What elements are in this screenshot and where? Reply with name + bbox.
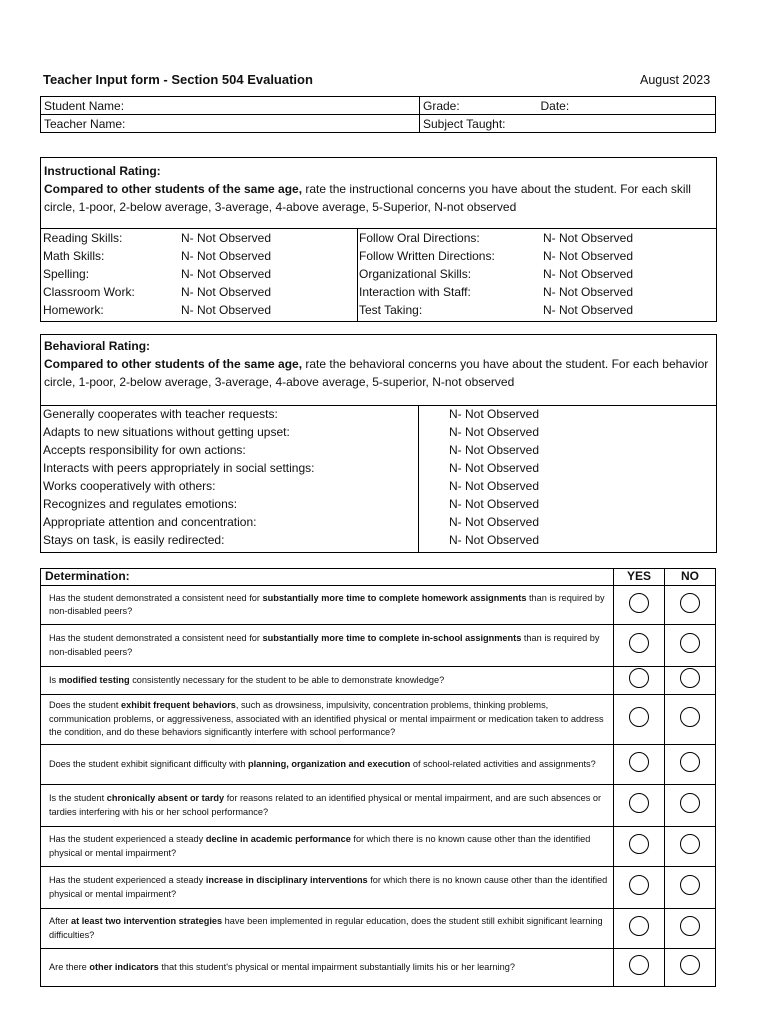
instructional-heading: Instructional Rating: [44,164,161,178]
yes-cell [614,695,665,745]
yes-radio[interactable] [629,707,649,727]
determination-row [41,625,716,667]
determination-question [41,909,614,949]
rating-value-select[interactable]: N- Not Observed [449,461,540,475]
instructional-left-grid [40,229,359,319]
rating-value-select[interactable]: N- Not Observed [543,249,634,263]
grade-label: Grade: [423,98,460,113]
rating-value-select[interactable]: N- Not Observed [181,231,272,245]
question-text: for which there is no known cause other than the identified physical or mental impairment? [49,875,608,899]
instructional-lead-rest: rate the instructional concerns you have about the student. For each skill circle, 1-poor, 2-below average, 3-average, 4-above average, 5-Superior, N-not observed [44,182,691,214]
no-cell [665,909,716,949]
determination-question [41,625,614,667]
determination-row [41,949,716,987]
rating-row [40,265,359,283]
rating-value-select[interactable]: N- Not Observed [449,533,540,547]
rating-row [40,513,712,531]
rating-label: Works cooperatively with others: [43,479,216,493]
behavioral-grid [40,405,712,549]
determination-question [41,667,614,695]
no-cell [665,586,716,625]
determination-question [41,586,614,625]
question-text: for reasons related to an identified physical or mental impairment, and are such absences or tardies interfering with his or her school performance? [49,793,602,817]
form-title: Teacher Input form - Section 504 Evaluation [43,72,313,87]
rating-label: Spelling: [43,267,90,281]
rating-row [40,247,359,265]
rating-label: Math Skills: [43,249,105,263]
no-cell [665,745,716,785]
rating-row [40,477,712,495]
yes-radio[interactable] [629,593,649,613]
no-radio[interactable] [680,955,700,975]
no-cell [665,625,716,667]
grade-date-field[interactable] [420,97,716,115]
no-radio[interactable] [680,593,700,613]
student-name-field[interactable] [41,97,420,115]
rating-value-select[interactable]: N- Not Observed [543,267,634,281]
rating-label: Homework: [43,303,104,317]
no-cell [665,949,716,987]
yes-radio[interactable] [629,834,649,854]
rating-row [40,441,712,459]
rating-row [356,265,721,283]
question-text: Has the student experienced a steady [49,875,206,885]
no-radio[interactable] [680,668,700,688]
rating-label: Accepts responsibility for own actions: [43,443,246,457]
yes-cell [614,785,665,827]
determination-row [41,667,716,695]
instructional-lead-bold: Compared to other students of the same age, [44,182,303,196]
behavioral-lead-rest: rate the behavioral concerns you have about the student. For each behavior circle, 1-poor, 2-below average, 3-average, 4-above average, 5-superior, N-not observed [44,357,709,389]
rating-value-select[interactable]: N- Not Observed [543,231,634,245]
no-radio[interactable] [680,707,700,727]
rating-label: Stays on task, is easily redirected: [43,533,225,547]
question-text: that this student's physical or mental impairment substantially limits his or her learning? [158,961,515,972]
no-radio[interactable] [680,752,700,772]
question-text: Does the student exhibit significant difficulty with [49,758,248,769]
question-text: Has the student demonstrated a consistent need for [49,633,263,643]
teacher-name-field[interactable] [41,115,420,133]
date-label: Date: [540,98,570,113]
yes-cell [614,745,665,785]
rating-row [40,495,712,513]
subject-taught-label: Subject Taught: [423,116,506,131]
yes-cell [614,586,665,625]
question-emphasis: modified testing [58,674,130,685]
behavioral-instructions [41,355,716,391]
yes-radio[interactable] [629,752,649,772]
yes-cell [614,909,665,949]
yes-radio[interactable] [629,668,649,688]
rating-value-select[interactable]: N- Not Observed [449,425,540,439]
determination-heading: Determination: [41,569,614,586]
rating-row [356,229,721,247]
yes-cell [614,827,665,867]
rating-label: Recognizes and regulates emotions: [43,497,238,511]
rating-row [40,405,712,423]
rating-value-select[interactable]: N- Not Observed [181,285,272,299]
rating-label: Organizational Skills: [359,267,472,281]
rating-value-select[interactable]: N- Not Observed [181,303,272,317]
rating-value-select[interactable]: N- Not Observed [449,407,540,421]
rating-label: Appropriate attention and concentration: [43,515,257,529]
question-emphasis: planning, organization and execution [248,758,411,769]
no-cell [665,667,716,695]
rating-row [356,247,721,265]
rating-row [40,283,359,301]
determination-table [40,568,716,987]
rating-value-select[interactable]: N- Not Observed [449,479,540,493]
question-text: Is [49,674,59,685]
no-radio[interactable] [680,875,700,895]
rating-label: Reading Skills: [43,231,123,245]
instructional-instructions [41,180,716,216]
yes-cell [614,867,665,909]
question-text: have been implemented in regular education, does the student still exhibit significant learning difficulties? [49,916,603,940]
question-text: Does the student [49,700,122,711]
student-name-label: Student Name: [44,98,125,113]
question-emphasis: substantially more time to complete homework assignments [262,592,527,603]
rating-label: Classroom Work: [43,285,135,299]
question-text: After [49,916,71,926]
rating-row [40,459,712,477]
question-text: Is the student [49,793,107,803]
determination-row [41,586,716,625]
rating-row [40,301,359,319]
yes-cell [614,625,665,667]
rating-value-select[interactable]: N- Not Observed [449,497,540,511]
rating-label: Interaction with Staff: [359,285,471,299]
no-radio[interactable] [680,633,700,653]
subject-taught-field[interactable] [420,115,716,133]
no-radio[interactable] [680,793,700,813]
question-text: consistently necessary for the student to be able to demonstrate knowledge? [129,674,445,685]
rating-label: Generally cooperates with teacher requests: [43,407,278,421]
question-emphasis: substantially more time to complete in-school assignments [262,633,522,643]
determination-row [41,909,716,949]
rating-value-select[interactable]: N- Not Observed [181,267,272,281]
question-text: than is required by non-disabled peers? [49,633,600,657]
rating-value-select[interactable]: N- Not Observed [449,443,540,457]
determination-row [41,867,716,909]
yes-cell [614,949,665,987]
yes-radio[interactable] [629,793,649,813]
yes-radio[interactable] [629,955,649,975]
rating-row [356,283,721,301]
question-emphasis: exhibit frequent behaviors [121,700,236,711]
rating-value-select[interactable]: N- Not Observed [449,515,540,529]
question-text: than is required by non-disabled peers? [49,592,605,616]
yes-radio[interactable] [629,875,649,895]
behavioral-heading: Behavioral Rating: [44,339,151,353]
determination-row [41,827,716,867]
no-cell [665,695,716,745]
rating-value-select[interactable]: N- Not Observed [543,303,634,317]
no-cell [665,827,716,867]
question-text: for which there is no known cause other than the identified physical or mental impairment? [49,834,591,858]
determination-row [41,785,716,827]
question-emphasis: chronically absent or tardy [106,793,225,803]
determination-question [41,785,614,827]
no-cell [665,867,716,909]
determination-question [41,745,614,785]
rating-row [40,423,712,441]
rating-label: Follow Written Directions: [359,249,495,263]
determination-question [41,827,614,867]
rating-label: Test Taking: [359,303,423,317]
question-text: Are there [49,961,90,972]
no-radio[interactable] [680,916,700,936]
yes-radio[interactable] [629,916,649,936]
rating-value-select[interactable]: N- Not Observed [181,249,272,263]
behavioral-lead-bold: Compared to other students of the same age, [44,357,303,371]
question-text: of school-related activities and assignments? [410,758,596,769]
rating-row [356,301,721,319]
yes-radio[interactable] [629,633,649,653]
rating-value-select[interactable]: N- Not Observed [543,285,634,299]
instructional-right-grid [356,229,721,319]
question-text: Has the student experienced a steady [49,834,206,844]
determination-row [41,745,716,785]
question-text: Has the student demonstrated a consistent need for [49,592,263,603]
question-emphasis: increase in disciplinary interventions [205,875,368,885]
question-emphasis: decline in academic performance [205,834,351,844]
determination-question [41,867,614,909]
rating-row [40,531,712,549]
form-date: August 2023 [640,73,711,87]
rating-label: Adapts to new situations without getting upset: [43,425,290,439]
student-info-table [40,96,716,133]
rating-label: Interacts with peers appropriately in social settings: [43,461,315,475]
teacher-name-label: Teacher Name: [44,116,126,131]
rating-row [40,229,359,247]
question-text: , such as drowsiness, impulsivity, concentration problems, thinking problems, communication problems, or aggressiveness, associated with an identified physical or mental impairment or medication taken to address the condition, and do these behaviors significantly interfere with school performance? [49,700,604,738]
question-emphasis: at least two intervention strategies [70,916,223,926]
no-header: NO [665,569,716,586]
yes-cell [614,667,665,695]
determination-question [41,695,614,745]
determination-question [41,949,614,987]
rating-label: Follow Oral Directions: [359,231,480,245]
determination-row [41,695,716,745]
no-cell [665,785,716,827]
no-radio[interactable] [680,834,700,854]
question-emphasis: other indicators [89,961,159,972]
yes-header: YES [614,569,665,586]
